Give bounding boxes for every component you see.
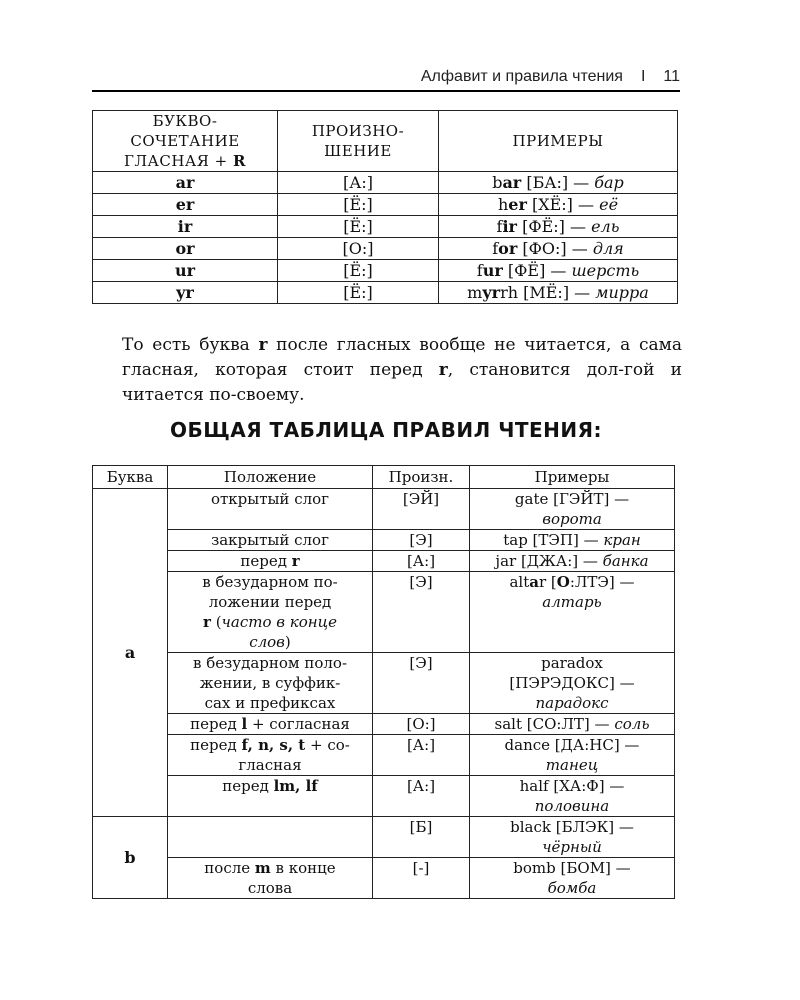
example-cell: her [ХЁ:] — её <box>439 194 678 216</box>
example-cell: tap [ТЭП] — кран <box>470 530 675 551</box>
table-row <box>93 817 675 858</box>
position-cell: перед r <box>168 551 373 572</box>
pron-cell: [Ё:] <box>278 194 439 216</box>
header-separator: I <box>640 68 646 85</box>
example-cell: half [ХА:Ф] — половина <box>470 776 675 817</box>
pron-cell: [Ё:] <box>278 260 439 282</box>
pron-cell: [А:] <box>373 735 470 776</box>
col-header-pron: ПРОИЗНО- ШЕНИЕ <box>278 111 439 172</box>
pron-cell: [А:] <box>373 776 470 817</box>
table-row <box>93 216 678 238</box>
pron-cell: [Ё:] <box>278 216 439 238</box>
chapter-title: Алфавит и правила чтения <box>420 68 623 85</box>
pron-cell: [О:] <box>373 714 470 735</box>
position-cell: перед lm, lf <box>168 776 373 817</box>
example-cell: fir [ФЁ:] — ель <box>439 216 678 238</box>
table-row <box>93 489 675 530</box>
pron-cell: [А:] <box>278 172 439 194</box>
combo-cell: yr <box>93 282 278 304</box>
table-row <box>93 572 675 653</box>
letter-cell-b: b <box>93 817 168 899</box>
col-header-position: Положение <box>168 466 373 489</box>
col-header-pron: Произн. <box>373 466 470 489</box>
example-cell: paradox [ПЭРЭДОКС] — парадокс <box>470 653 675 714</box>
example-cell: salt [СО:ЛТ] — соль <box>470 714 675 735</box>
combo-cell: ir <box>93 216 278 238</box>
example-cell: gate [ГЭЙТ] — ворота <box>470 489 675 530</box>
reading-rules-table <box>92 465 675 899</box>
letter-cell-a: a <box>93 489 168 817</box>
table-row <box>93 260 678 282</box>
position-cell: после m в конце слова <box>168 858 373 899</box>
running-header <box>92 64 680 90</box>
table-row <box>93 238 678 260</box>
combo-cell: er <box>93 194 278 216</box>
section-heading: ОБЩАЯ ТАБЛИЦА ПРАВИЛ ЧТЕНИЯ: <box>169 418 603 442</box>
position-cell: перед f, n, s, t + со- гласная <box>168 735 373 776</box>
position-cell: в безударном поло- жении, в суффик- сах и префиксах <box>168 653 373 714</box>
pron-cell: [-] <box>373 858 470 899</box>
combo-cell: or <box>93 238 278 260</box>
col-header-examples: ПРИМЕРЫ <box>439 111 678 172</box>
pron-cell: [Э] <box>373 530 470 551</box>
table-row <box>93 776 675 817</box>
example-cell: for [ФО:] — для <box>439 238 678 260</box>
pron-cell: [А:] <box>373 551 470 572</box>
table-row <box>93 530 675 551</box>
combo-cell: ur <box>93 260 278 282</box>
table-row <box>93 714 675 735</box>
table-row <box>93 858 675 899</box>
table-row <box>93 172 678 194</box>
example-cell: bar [БА:] — бар <box>439 172 678 194</box>
example-cell: jar [ДЖА:] — банка <box>470 551 675 572</box>
example-cell: altar [О:ЛТЭ] — алтарь <box>470 572 675 653</box>
position-cell: закрытый слог <box>168 530 373 551</box>
pron-cell: [Ё:] <box>278 282 439 304</box>
example-cell: dance [ДА:НС] — танец <box>470 735 675 776</box>
col-header-examples: Примеры <box>470 466 675 489</box>
example-cell: bomb [БОМ] — бомба <box>470 858 675 899</box>
pron-cell: [Э] <box>373 653 470 714</box>
example-cell: black [БЛЭК] — чёрный <box>470 817 675 858</box>
table-row <box>93 735 675 776</box>
example-cell: myrrh [МЁ:] — мирра <box>439 282 678 304</box>
header-rule <box>92 90 680 92</box>
pron-cell: [Э] <box>373 572 470 653</box>
table-row <box>93 653 675 714</box>
page-number: 11 <box>663 68 680 85</box>
pron-cell: [ЭЙ] <box>373 489 470 530</box>
table-header-row <box>93 111 678 172</box>
position-cell <box>168 817 373 858</box>
position-cell: открытый слог <box>168 489 373 530</box>
col-header-letter: Буква <box>93 466 168 489</box>
table-header-row <box>93 466 675 489</box>
example-cell: fur [ФЁ] — шерсть <box>439 260 678 282</box>
table-row <box>93 282 678 304</box>
vowel-r-table <box>92 110 678 304</box>
pron-cell: [Б] <box>373 817 470 858</box>
position-cell: перед l + согласная <box>168 714 373 735</box>
body-paragraph: То есть буква r после гласных вообще не читается, а сама гласная, которая стоит перед r, становится дол-гой и читается по-своему. <box>122 335 683 405</box>
pron-cell: [О:] <box>278 238 439 260</box>
col-header-combo: БУКВО- СОЧЕТАНИЕ ГЛАСНАЯ + R <box>93 111 278 172</box>
combo-cell: ar <box>93 172 278 194</box>
table-row <box>93 194 678 216</box>
table-row <box>93 551 675 572</box>
position-cell: в безударном по- ложении перед r (часто в конце слов) <box>168 572 373 653</box>
